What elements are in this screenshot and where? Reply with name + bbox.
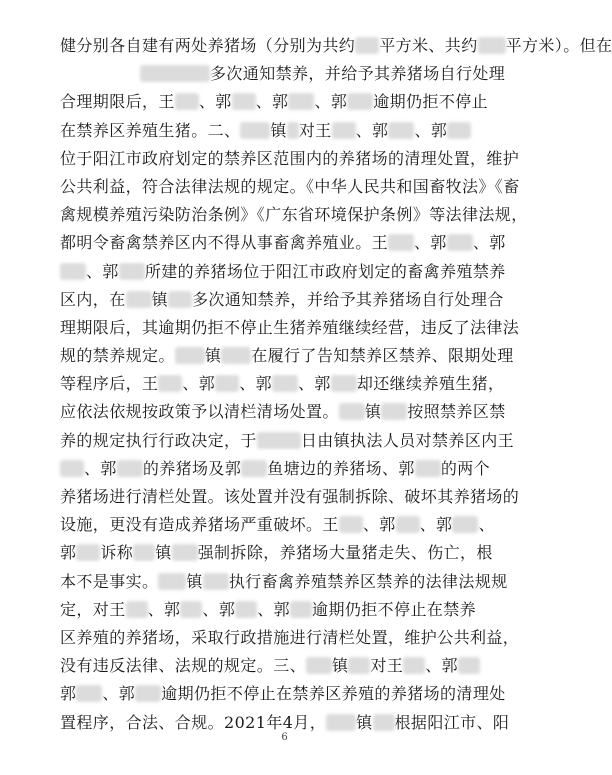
text-segment: 镇	[204, 346, 222, 366]
redaction-blur	[415, 460, 441, 477]
text-segment: 镇	[151, 289, 169, 309]
text-segment: 镇	[186, 571, 203, 591]
text-segment: 的养猪场及郭	[142, 458, 242, 478]
text-line-5	[60, 173, 530, 201]
text-segment: 镇	[332, 656, 349, 676]
redaction-blur	[257, 432, 301, 449]
redaction-blur	[240, 122, 270, 139]
text-segment: 、郭	[202, 599, 236, 619]
text-segment: 、郭	[355, 120, 389, 140]
text-segment: 、郭	[84, 458, 117, 478]
text-segment: 、郭	[257, 599, 291, 619]
text-segment: 诉称	[100, 543, 134, 563]
text-segment: 逾期仍拒不停止	[373, 92, 489, 112]
text-segment: 、郭	[414, 233, 447, 253]
text-segment: 按照禁养区禁	[407, 402, 506, 422]
text-segment: 郭	[60, 684, 77, 704]
text-segment: 养猪场进行清栏处置。该处置并没有强制拆除、破坏其养猪场的	[60, 487, 520, 506]
redaction-blur	[158, 573, 186, 590]
redaction-blur	[332, 122, 356, 139]
text-segment: 位于阳江市政府划定的禁养区范围内的养猪场的清理处置，维护	[60, 148, 520, 168]
text-segment: 公共利益，符合法律法规的规定。《中华人民共和国畜牧法》《畜	[60, 176, 520, 196]
redaction-blur	[306, 657, 332, 674]
redaction-blur	[203, 573, 229, 590]
redaction-blur	[119, 263, 145, 280]
redaction-blur	[348, 657, 370, 674]
text-segment: 镇	[155, 543, 172, 563]
redaction-blur	[447, 234, 473, 251]
text-segment: 、郭	[362, 515, 396, 535]
text-segment: 没有违反法律、法规的规定。三、	[60, 656, 307, 676]
redaction-blur	[126, 291, 152, 308]
redaction-blur	[287, 122, 299, 139]
text-segment: 设施，更没有造成养猪场严重破坏。王	[60, 515, 339, 535]
redaction-blur	[235, 601, 257, 618]
text-line-8	[60, 258, 530, 286]
redaction-blur	[140, 65, 210, 82]
redaction-blur	[478, 37, 506, 54]
text-segment: 、郭	[255, 92, 289, 112]
text-line-21	[60, 624, 530, 652]
text-segment: 平方米、共约	[379, 36, 478, 55]
body-text	[60, 32, 612, 737]
redaction-blur	[331, 375, 357, 392]
text-segment: 根据阳江市、阳	[394, 712, 510, 732]
text-line-11	[60, 342, 530, 370]
text-segment: 的两个	[440, 458, 491, 478]
text-segment: 在履行了告知禁养区禁养、限期处理	[251, 346, 514, 366]
text-segment: 、郭	[239, 374, 273, 394]
text-line-7	[60, 229, 530, 257]
text-segment: 合理期限后，王	[60, 92, 175, 112]
text-line-1b	[60, 60, 530, 88]
text-segment: 、郭	[298, 374, 331, 394]
text-line-2	[60, 88, 530, 116]
text-segment: 等程序后，王	[60, 374, 159, 394]
redaction-blur	[133, 544, 155, 561]
redaction-blur	[381, 403, 407, 420]
text-segment: 多次通知禁养，并给予其养猪场自行处理合	[192, 289, 504, 309]
text-segment: 多次通知禁养，并给予其养猪场自行处理	[210, 64, 506, 84]
redaction-blur	[172, 544, 198, 561]
redaction-blur	[221, 347, 251, 364]
text-line-22	[60, 652, 530, 680]
text-segment: 规的禁养规定。	[60, 346, 175, 366]
text-segment: 、郭	[414, 120, 448, 140]
redaction-blur	[347, 93, 373, 110]
redaction-blur	[339, 403, 365, 420]
text-line-15	[60, 455, 530, 483]
text-segment: 禽规模养殖污染防治条例》《广东省环境保护条例》等法律法规，	[60, 205, 528, 225]
redaction-blur	[117, 460, 143, 477]
text-segment: 却还继续养殖生猪，	[356, 374, 505, 394]
text-segment: 、郭	[198, 92, 232, 112]
text-segment: 健分别各自建有两处养猪场（分别为共约	[60, 36, 356, 55]
redaction-blur	[76, 685, 102, 702]
text-segment: 、郭	[102, 684, 136, 704]
text-segment: 置程序，合法、合规。2021年4月，	[60, 712, 327, 732]
text-segment: 在禁养区养殖生猪。二、	[60, 120, 241, 140]
text-segment: 逾期仍拒不停止在禁养	[312, 599, 477, 619]
redaction-blur	[288, 93, 314, 110]
text-segment: 逾期仍拒不停止在禁养区养殖的养猪场的清理处	[161, 684, 506, 704]
text-segment: 理期限后，其逾期仍拒不停止生猪养殖继续经营，违反了法律法	[60, 317, 520, 337]
text-segment: 平方米）。但在	[505, 36, 612, 55]
redaction-blur	[175, 347, 205, 364]
redaction-blur	[290, 601, 312, 618]
redaction-blur	[60, 263, 86, 280]
text-line-18	[60, 539, 530, 567]
redaction-blur	[452, 516, 478, 533]
text-segment: 、郭	[314, 92, 348, 112]
text-line-6	[60, 201, 530, 229]
text-line-23	[60, 680, 530, 708]
text-line-12	[60, 370, 530, 398]
text-line-4	[60, 145, 530, 173]
text-line-1	[60, 32, 612, 60]
text-segment: 、	[478, 515, 495, 535]
redaction-blur	[135, 685, 161, 702]
text-segment: 定，对王	[60, 599, 126, 619]
redaction-blur	[126, 601, 148, 618]
redaction-blur	[232, 93, 256, 110]
redaction-blur	[175, 93, 199, 110]
text-segment: 应依法依规按政策予以清栏清场处置。	[60, 402, 339, 422]
text-segment: 、郭	[472, 233, 506, 253]
text-segment: 区内，在	[60, 289, 126, 309]
redaction-blur	[388, 122, 414, 139]
text-line-14	[60, 427, 530, 455]
text-segment: 养的规定执行行政决定，于	[60, 430, 257, 450]
text-segment: 对王	[370, 656, 404, 676]
redaction-blur	[396, 516, 420, 533]
text-segment: 、郭	[425, 656, 459, 676]
text-segment: 所建的养猪场位于阳江市政府划定的畜禽养殖禁养	[144, 261, 506, 281]
text-segment: 执行畜禽养殖禁养区禁养的法律法规规	[228, 571, 508, 591]
text-line-19	[60, 568, 530, 596]
text-line-3	[60, 117, 530, 145]
redaction-blur	[215, 375, 239, 392]
text-segment: 日由镇执法人员对禁养区内王	[300, 430, 515, 450]
redaction-blur	[241, 460, 267, 477]
redaction-blur	[403, 657, 425, 674]
text-line-17	[60, 511, 530, 539]
redaction-blur	[180, 601, 202, 618]
text-segment: 、郭	[419, 515, 453, 535]
page-number: 6	[281, 732, 288, 743]
text-segment: 郭	[60, 543, 77, 563]
redaction-blur	[373, 714, 395, 731]
redaction-blur	[168, 291, 192, 308]
redaction-blur	[158, 375, 182, 392]
redaction-blur	[458, 657, 480, 674]
redaction-blur	[326, 714, 356, 731]
redaction-blur	[272, 375, 298, 392]
redaction-blur	[76, 544, 100, 561]
redaction-blur	[447, 122, 471, 139]
redaction-blur	[388, 234, 414, 251]
text-segment: 镇	[356, 712, 373, 732]
text-segment: 强制拆除，养猪场大量猪走失、伤亡，根	[197, 543, 493, 563]
text-line-10	[60, 314, 530, 342]
text-segment: 鱼塘边的养猪场、郭	[267, 458, 415, 478]
redaction-blur	[355, 37, 379, 54]
text-line-13	[60, 398, 530, 426]
text-line-20	[60, 596, 530, 624]
text-segment: 、郭	[147, 599, 181, 619]
text-line-16	[60, 483, 530, 511]
redaction-blur	[339, 516, 363, 533]
text-line-9	[60, 286, 530, 314]
text-segment: 区养殖的养猪场，采取行政措施进行清栏处置，维护公共利益，	[60, 627, 520, 647]
text-segment: 都明令畜禽禁养区内不得从事畜禽养殖业。王	[60, 233, 389, 253]
text-segment: 本不是事实。	[60, 571, 159, 591]
redaction-blur	[60, 460, 84, 477]
text-segment: 镇	[270, 120, 287, 140]
text-segment: 对王	[298, 120, 332, 140]
text-segment: 镇	[364, 402, 382, 422]
text-segment: 、郭	[182, 374, 216, 394]
text-segment: 、郭	[86, 261, 119, 281]
